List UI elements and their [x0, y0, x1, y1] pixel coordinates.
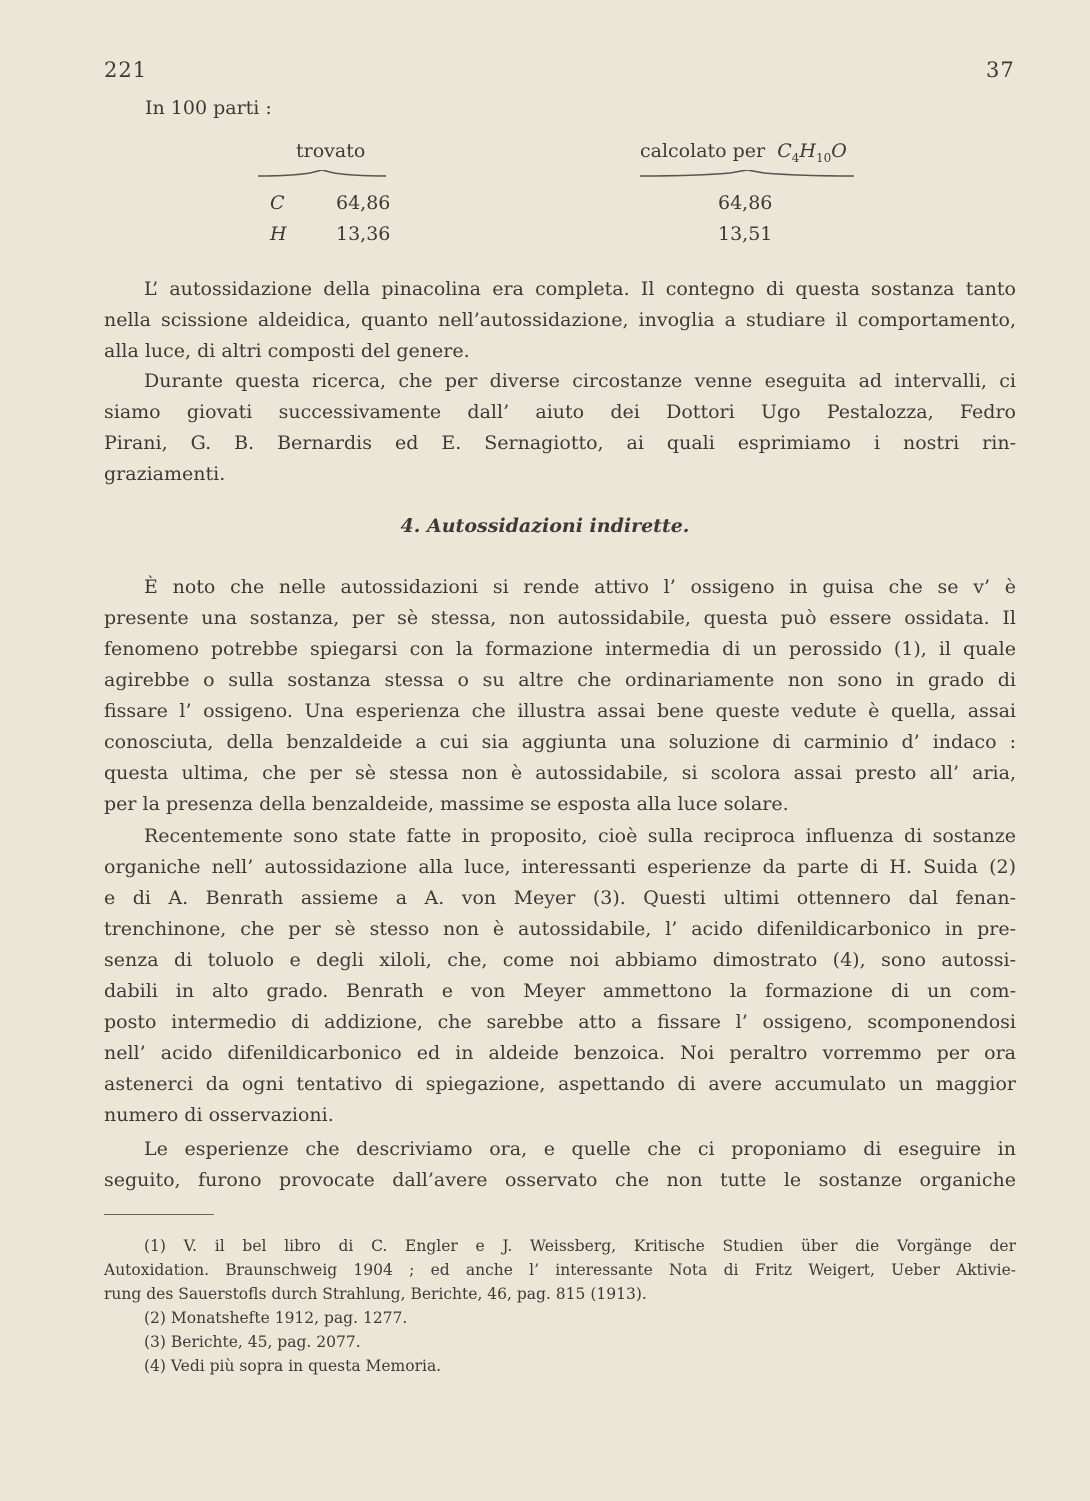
- paragraph-line: senza di toluolo e degli xiloli, che, come noi abbiamo dimostrato (4), sono autossi-: [104, 949, 1016, 971]
- calc-label-text: calcolato per: [640, 140, 766, 162]
- footnote-2: (2) Monatshefte 1912, pag. 1277.: [144, 1309, 408, 1327]
- paragraph-line: seguito, furono provocate dall’avere osservato che non tutte le sostanze organiche: [104, 1169, 1016, 1191]
- paragraph-line: presente una sostanza, per sè stessa, non autossidabile, questa può essere ossidata. Il: [104, 607, 1016, 629]
- paragraph-2: [104, 366, 1016, 490]
- found-column-label: trovato: [296, 140, 366, 162]
- paragraph-1: [104, 274, 1016, 367]
- paragraph-line: siamo giovati successivamente dall’ aiuto dei Dottori Ugo Pestalozza, Fedro: [104, 401, 1016, 423]
- paragraph-line: nell’ acido difenildicarbonico ed in aldeide benzoica. Noi peraltro vorremmo per ora: [104, 1042, 1016, 1064]
- paragraph-line: posto intermedio di addizione, che sarebbe atto a fissare l’ ossigeno, scomponendosi: [104, 1011, 1016, 1033]
- paragraph-3: [104, 572, 1016, 820]
- footnote-1-line: rung des Sauerstofls durch Strahlung, Berichte, 46, pag. 815 (1913).: [104, 1285, 647, 1303]
- paragraph-4: [104, 821, 1016, 1131]
- paragraph-line: trenchinone, che per sè stesso non è autossidabile, l’ acido difenildicarbonico in pre-: [104, 918, 1016, 940]
- page-number-left: 221: [104, 58, 148, 82]
- paragraph-line: alla luce, di altri composti del genere.: [104, 340, 470, 362]
- footnote-1-line: Autoxidation. Braunschweig 1904 ; ed anche l’ interessante Nota di Fritz Weigert, Ueber Aktivie-: [104, 1261, 1016, 1279]
- paragraph-line: Pirani, G. B. Bernardis ed E. Sernagiotto, ai quali esprimiamo i nostri rin-: [104, 432, 1016, 454]
- paragraph-line: È noto che nelle autossidazioni si rende attivo l’ ossigeno in guisa che se v’ è: [144, 576, 1016, 598]
- paragraph-line: graziamenti.: [104, 463, 226, 485]
- paragraph-line: Recentemente sono state fatte in proposito, cioè sulla reciproca influenza di sostanze: [144, 825, 1016, 847]
- element-symbol: H: [270, 223, 287, 245]
- calc-brace: [640, 170, 854, 178]
- analysis-intro: In 100 parti :: [145, 97, 272, 119]
- footnote-3: (3) Berichte, 45, pag. 2077.: [144, 1333, 361, 1351]
- footnote-4: (4) Vedi più sopra in questa Memoria.: [144, 1357, 442, 1375]
- footnote-rule: [104, 1214, 214, 1215]
- paragraph-line: e di A. Benrath assieme a A. von Meyer (3). Questi ultimi ottennero dal fenan-: [104, 887, 1016, 909]
- paragraph-line: per la presenza della benzaldeide, massime se esposta alla luce solare.: [104, 793, 789, 815]
- paragraph-line: L’ autossidazione della pinacolina era completa. Il contegno di questa sostanza tanto: [144, 278, 1016, 300]
- calc-column-label: [640, 140, 847, 165]
- paragraph-line: Durante questa ricerca, che per diverse circostanze venne eseguita ad intervalli, ci: [144, 370, 1016, 392]
- formula: $C_4H_{10}O$: [777, 140, 847, 165]
- paragraph-line: fissare l’ ossigeno. Una esperienza che illustra assai bene queste vedute è quella, assai: [104, 700, 1016, 722]
- footnote-1-line: (1) V. il bel libro di C. Engler e J. Weissberg, Kritische Studien über die Vorgänge der: [144, 1237, 1016, 1255]
- paragraph-line: conosciuta, della benzaldeide a cui sia aggiunta una soluzione di carminio d’ indaco :: [104, 731, 1016, 753]
- page-number-right: 37: [986, 58, 1015, 82]
- footnotes: [104, 1234, 1016, 1378]
- paragraph-line: agirebbe o sulla sostanza stessa o su altre che ordinariamente non sono in grado di: [104, 669, 1016, 691]
- calc-value: 13,51: [718, 223, 773, 245]
- paragraph-line: organiche nell’ autossidazione alla luce, interessanti esperienze da parte di H. Suida (2): [104, 856, 1016, 878]
- paragraph-line: questa ultima, che per sè stessa non è autossidabile, si scolora assai presto all’ aria,: [104, 762, 1016, 784]
- paragraph-line: dabili in alto grado. Benrath e von Meyer ammettono la formazione di un com-: [104, 980, 1016, 1002]
- paragraph-line: Le esperienze che descriviamo ora, e quelle che ci proponiamo di eseguire in: [144, 1138, 1016, 1160]
- section-heading: 4. Autossidazioni indirette.: [400, 515, 690, 537]
- paragraph-line: fenomeno potrebbe spiegarsi con la formazione intermedia di un perossido (1), il quale: [104, 638, 1016, 660]
- element-symbol: C: [270, 192, 285, 214]
- paragraph-line: astenerci da ogni tentativo di spiegazione, aspettando di avere accumulato un maggior: [104, 1073, 1016, 1095]
- paragraph-line: nella scissione aldeidica, quanto nell’autossidazione, invoglia a studiare il comportamento,: [104, 309, 1016, 331]
- paragraph-5: [104, 1134, 1016, 1196]
- found-value: 13,36: [336, 223, 391, 245]
- paragraph-line: numero di osservazioni.: [104, 1104, 334, 1126]
- found-value: 64,86: [336, 192, 391, 214]
- found-brace: [258, 170, 386, 178]
- calc-value: 64,86: [718, 192, 773, 214]
